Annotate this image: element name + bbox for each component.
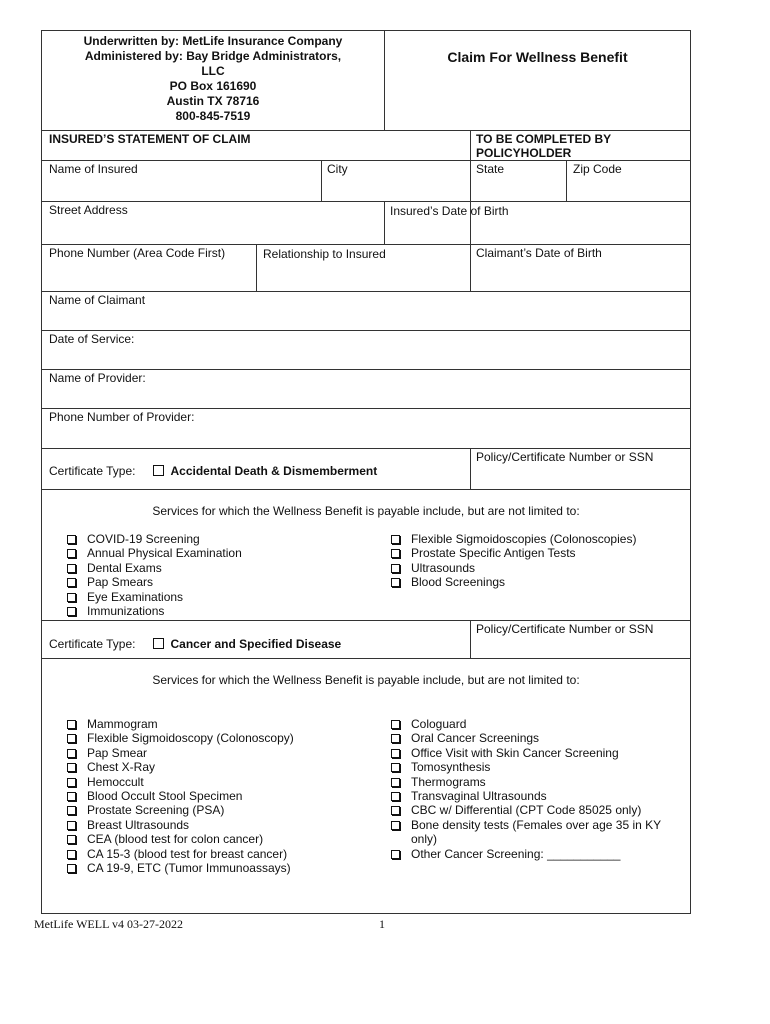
add-checkbox[interactable] xyxy=(153,465,164,476)
services-list-cancer-left xyxy=(67,717,294,875)
zip-code-field[interactable]: Zip Code xyxy=(573,162,622,176)
service-label: only) xyxy=(411,832,438,847)
service-label: Pap Smears xyxy=(87,575,154,590)
policyholder-heading: TO BE COMPLETED BY POLICYHOLDER xyxy=(476,132,611,160)
service-checkbox[interactable] xyxy=(67,607,76,616)
claimant-dob-field[interactable]: Claimant’s Date of Birth xyxy=(476,246,602,260)
city-field[interactable]: City xyxy=(327,162,348,176)
phone-number: 800-845-7519 xyxy=(175,109,251,123)
phone-of-provider-field[interactable]: Phone Number of Provider: xyxy=(49,410,195,424)
service-label: Immunizations xyxy=(87,604,165,619)
service-checkbox[interactable] xyxy=(391,578,400,587)
service-label: Thermograms xyxy=(411,774,486,789)
service-checkbox[interactable] xyxy=(391,564,400,573)
service-item xyxy=(67,818,294,832)
name-of-insured-field[interactable]: Name of Insured xyxy=(49,162,138,176)
service-checkbox[interactable] xyxy=(67,734,76,743)
service-item xyxy=(391,546,636,560)
service-item xyxy=(67,546,242,560)
service-item xyxy=(391,832,661,846)
service-label: Flexible Sigmoidoscopies (Colonoscopies) xyxy=(411,532,637,546)
service-checkbox[interactable] xyxy=(391,778,400,787)
service-item xyxy=(67,789,294,803)
services-list-add-right xyxy=(391,532,636,590)
administrator-llc: LLC xyxy=(201,64,225,78)
service-label: Tomosynthesis xyxy=(411,760,491,775)
service-checkbox[interactable] xyxy=(67,535,76,544)
cancer-checkbox[interactable] xyxy=(153,638,164,649)
services-list-add-left xyxy=(67,532,242,618)
name-of-claimant-field[interactable]: Name of Claimant xyxy=(49,293,146,307)
service-checkbox[interactable] xyxy=(67,763,76,772)
service-item xyxy=(67,575,242,589)
service-label: Eye Examinations xyxy=(87,589,184,604)
service-item xyxy=(391,532,636,546)
service-item xyxy=(391,789,661,803)
service-item xyxy=(67,561,242,575)
service-checkbox[interactable] xyxy=(391,792,400,801)
service-label: Other Cancer Screening: ___________ xyxy=(411,846,621,861)
service-checkbox[interactable] xyxy=(67,593,76,602)
administered-by: Administered by: Bay Bridge Administrators, xyxy=(84,49,342,63)
form-title: Claim For Wellness Benefit xyxy=(447,49,628,65)
service-item xyxy=(67,760,294,774)
form-version: MetLife WELL v4 03-27-2022 xyxy=(34,917,183,931)
service-checkbox[interactable] xyxy=(67,564,76,573)
service-label: Oral Cancer Screenings xyxy=(411,731,540,746)
service-label: Flexible Sigmoidoscopy (Colonoscopy) xyxy=(87,731,294,746)
service-label: CA 15-3 (blood test for breast cancer) xyxy=(87,846,288,861)
service-item xyxy=(391,575,636,589)
certificate-type-cancer xyxy=(49,637,341,651)
policy-number-field-add[interactable]: Policy/Certificate Number or SSN xyxy=(476,450,654,464)
service-checkbox[interactable] xyxy=(67,778,76,787)
certificate-type-cancer-name: Cancer and Specified Disease xyxy=(170,637,342,651)
service-item xyxy=(391,818,661,832)
service-checkbox[interactable] xyxy=(391,806,400,815)
name-of-provider-field[interactable]: Name of Provider: xyxy=(49,371,146,385)
service-item xyxy=(391,775,661,789)
service-label: CA 19-9, ETC (Tumor Immunoassays) xyxy=(87,861,291,876)
services-list-cancer-right xyxy=(391,717,661,861)
service-checkbox[interactable] xyxy=(391,749,400,758)
service-item xyxy=(67,532,242,546)
service-checkbox[interactable] xyxy=(391,535,400,544)
service-checkbox[interactable] xyxy=(391,549,400,558)
service-item xyxy=(67,847,294,861)
service-label: Bone density tests (Females over age 35 in KY xyxy=(411,817,662,832)
service-checkbox[interactable] xyxy=(391,821,400,830)
service-item xyxy=(67,746,294,760)
service-item xyxy=(67,717,294,731)
service-label: Cologuard xyxy=(411,717,467,731)
service-item xyxy=(67,861,294,875)
service-label: CBC w/ Differential (CPT Code 85025 only) xyxy=(411,803,642,818)
services-intro-cancer: Services for which the Wellness Benefit is payable include, but are not limited to: xyxy=(152,673,580,687)
service-checkbox[interactable] xyxy=(67,850,76,859)
service-label: Annual Physical Examination xyxy=(87,546,242,561)
service-item xyxy=(391,847,661,861)
service-label: Dental Exams xyxy=(87,560,162,575)
state-field[interactable]: State xyxy=(476,162,505,176)
service-item xyxy=(391,803,661,817)
phone-number-field[interactable]: Phone Number (Area Code First) xyxy=(49,246,226,260)
service-checkbox[interactable] xyxy=(391,734,400,743)
page-number: 1 xyxy=(379,917,385,931)
service-item xyxy=(391,731,661,745)
relationship-field[interactable]: Relationship to Insured xyxy=(263,247,386,261)
service-label: Transvaginal Ultrasounds xyxy=(411,789,547,804)
service-checkbox[interactable] xyxy=(67,821,76,830)
policy-number-field-cancer[interactable]: Policy/Certificate Number or SSN xyxy=(476,622,654,636)
service-item xyxy=(391,760,661,774)
service-label: Office Visit with Skin Cancer Screening xyxy=(411,745,619,760)
service-label: CEA (blood test for colon cancer) xyxy=(87,832,264,847)
service-checkbox[interactable] xyxy=(67,578,76,587)
service-label: COVID-19 Screening xyxy=(87,532,200,546)
service-item xyxy=(67,832,294,846)
service-label: Pap Smear xyxy=(87,745,148,760)
service-checkbox[interactable] xyxy=(67,864,76,873)
service-label: Chest X-Ray xyxy=(87,760,156,775)
service-checkbox[interactable] xyxy=(67,806,76,815)
services-intro-add: Services for which the Wellness Benefit is payable include, but are not limited to: xyxy=(152,504,580,518)
street-address-field[interactable]: Street Address xyxy=(49,203,128,217)
service-label: Blood Occult Stool Specimen xyxy=(87,789,243,804)
service-checkbox[interactable] xyxy=(67,720,76,729)
service-checkbox[interactable] xyxy=(67,792,76,801)
service-item xyxy=(67,590,242,604)
certificate-type-add xyxy=(49,464,377,478)
service-item xyxy=(67,775,294,789)
underwritten-by: Underwritten by: MetLife Insurance Company xyxy=(83,34,343,48)
insured-statement-heading: INSURED’S STATEMENT OF CLAIM xyxy=(49,132,251,146)
service-item xyxy=(391,717,661,731)
city-state-zip: Austin TX 78716 xyxy=(166,94,260,108)
service-checkbox[interactable] xyxy=(67,749,76,758)
service-item xyxy=(67,604,242,618)
po-box: PO Box 161690 xyxy=(169,79,257,93)
service-checkbox[interactable] xyxy=(391,720,400,729)
service-checkbox[interactable] xyxy=(67,549,76,558)
service-item xyxy=(391,561,636,575)
service-label: Hemoccult xyxy=(87,774,144,789)
service-label: Mammogram xyxy=(87,717,158,731)
service-checkbox[interactable] xyxy=(391,763,400,772)
service-label: Breast Ultrasounds xyxy=(87,817,190,832)
insured-dob-field[interactable]: Insured’s Date of Birth xyxy=(390,204,509,218)
administrator-block xyxy=(42,31,384,124)
service-checkbox[interactable] xyxy=(67,835,76,844)
service-item xyxy=(67,731,294,745)
service-label: Ultrasounds xyxy=(411,560,476,575)
service-label: Prostate Specific Antigen Tests xyxy=(411,546,576,561)
service-checkbox[interactable] xyxy=(391,850,400,859)
service-label: Prostate Screening (PSA) xyxy=(87,803,225,818)
claim-form xyxy=(41,30,691,914)
certificate-type-label: Certificate Type: xyxy=(49,637,136,651)
date-of-service-field[interactable]: Date of Service: xyxy=(49,332,135,346)
certificate-type-add-name: Accidental Death & Dismemberment xyxy=(170,464,378,478)
certificate-type-label: Certificate Type: xyxy=(49,464,136,478)
service-label: Blood Screenings xyxy=(411,575,506,590)
service-item xyxy=(67,803,294,817)
service-item xyxy=(391,746,661,760)
